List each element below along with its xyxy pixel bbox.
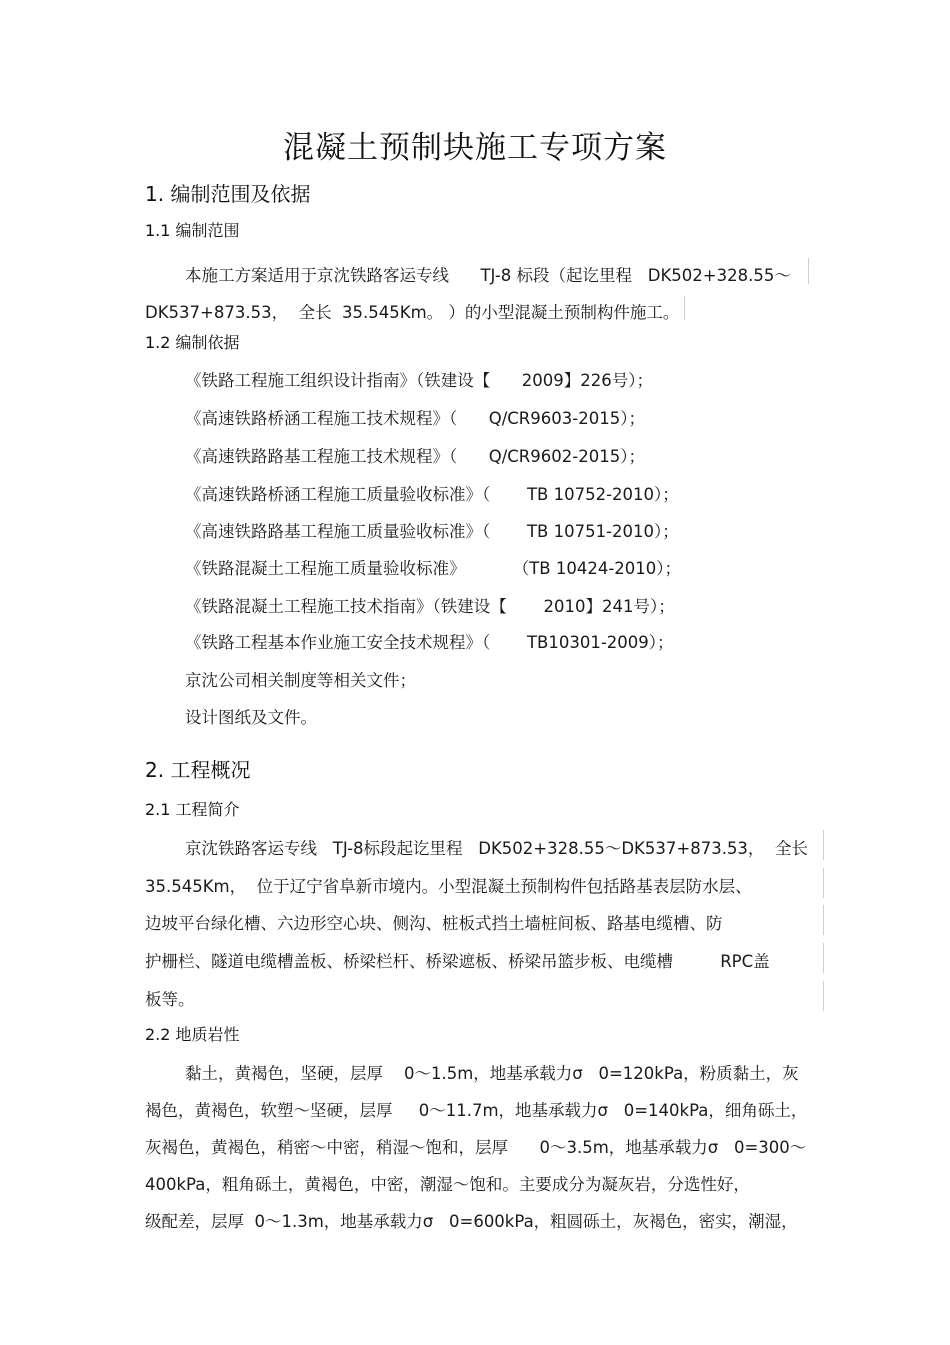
reference-item: 《高速铁路路基工程施工技术规程》（ Q/CR9602-2015）；	[185, 447, 645, 466]
paragraph-line: 级配差，层厚 0～1.3m，地基承载力σ 0=600kPa，粗圆砾土，灰褐色，密实，潮湿，	[145, 1212, 798, 1231]
section-1-2-heading: 1.2 编制依据	[145, 333, 240, 352]
margin-rule	[823, 868, 824, 898]
paragraph-line: 黏土，黄褐色，坚硬，层厚 0～1.5m，地基承载力σ 0=120kPa，粉质黏土，灰	[185, 1064, 799, 1083]
paragraph-line: 灰褐色，黄褐色，稍密～中密，稍湿～饱和，层厚 0～3.5m，地基承载力σ 0=300～	[145, 1138, 807, 1157]
section-1-heading: 1. 编制范围及依据	[145, 182, 311, 206]
paragraph-line: 边坡平台绿化槽、六边形空心块、侧沟、桩板式挡土墙桩间板、路基电缆槽、防	[145, 914, 723, 933]
margin-rule	[823, 943, 824, 973]
reference-item: 《铁路混凝土工程施工质量验收标准》 （TB 10424-2010）；	[185, 559, 682, 578]
paragraph-line: 护栅栏、隧道电缆槽盖板、桥梁栏杆、桥梁遮板、桥梁吊篮步板、电缆槽 RPC盖	[145, 952, 770, 971]
paragraph-line: DK537+873.53， 全长 35.545Km。 ）的小型混凝土预制构件施工。	[145, 303, 680, 322]
paragraph-line: 35.545Km， 位于辽宁省阜新市境内。小型混凝土预制构件包括路基表层防水层、	[145, 877, 752, 896]
paragraph-line: 板等。	[145, 990, 195, 1009]
document-title: 混凝土预制块施工专项方案	[283, 130, 667, 166]
paragraph-line: 本施工方案适用于京沈铁路客运专线 TJ-8 标段（起讫里程 DK502+328.55～	[185, 266, 791, 285]
section-2-2-heading: 2.2 地质岩性	[145, 1025, 240, 1044]
margin-rule	[823, 905, 824, 935]
reference-item: 设计图纸及文件。	[185, 708, 317, 727]
margin-rule	[808, 258, 809, 284]
paragraph-line: 褐色，黄褐色，软塑～坚硬，层厚 0～11.7m，地基承载力σ 0=140kPa，细角砾土，	[145, 1101, 808, 1120]
reference-item: 《高速铁路桥涵工程施工技术规程》（ Q/CR9603-2015）；	[185, 409, 645, 428]
reference-item: 《高速铁路桥涵工程施工质量验收标准》（ TB 10752-2010）；	[185, 485, 679, 504]
section-1-1-heading: 1.1 编制范围	[145, 221, 240, 240]
margin-rule	[823, 830, 824, 860]
reference-item: 《铁路混凝土工程施工技术指南》（铁建设【 2010】241号）；	[185, 597, 675, 616]
paragraph-line: 京沈铁路客运专线 TJ-8标段起讫里程 DK502+328.55～DK537+873.53， 全长	[185, 839, 808, 858]
reference-item: 京沈公司相关制度等相关文件；	[185, 671, 416, 690]
margin-rule	[684, 296, 685, 320]
reference-item: 《高速铁路路基工程施工质量验收标准》（ TB 10751-2010）；	[185, 522, 679, 541]
section-2-1-heading: 2.1 工程简介	[145, 800, 240, 819]
section-2-heading: 2. 工程概况	[145, 758, 251, 782]
paragraph-line: 400kPa，粗角砾土，黄褐色，中密，潮湿～饱和。主要成分为凝灰岩，分选性好，	[145, 1175, 750, 1194]
reference-item: 《铁路工程施工组织设计指南》（铁建设【 2009】226号）；	[185, 371, 653, 390]
margin-rule	[823, 981, 824, 1011]
reference-item: 《铁路工程基本作业施工安全技术规程》（ TB10301-2009）；	[185, 633, 674, 652]
